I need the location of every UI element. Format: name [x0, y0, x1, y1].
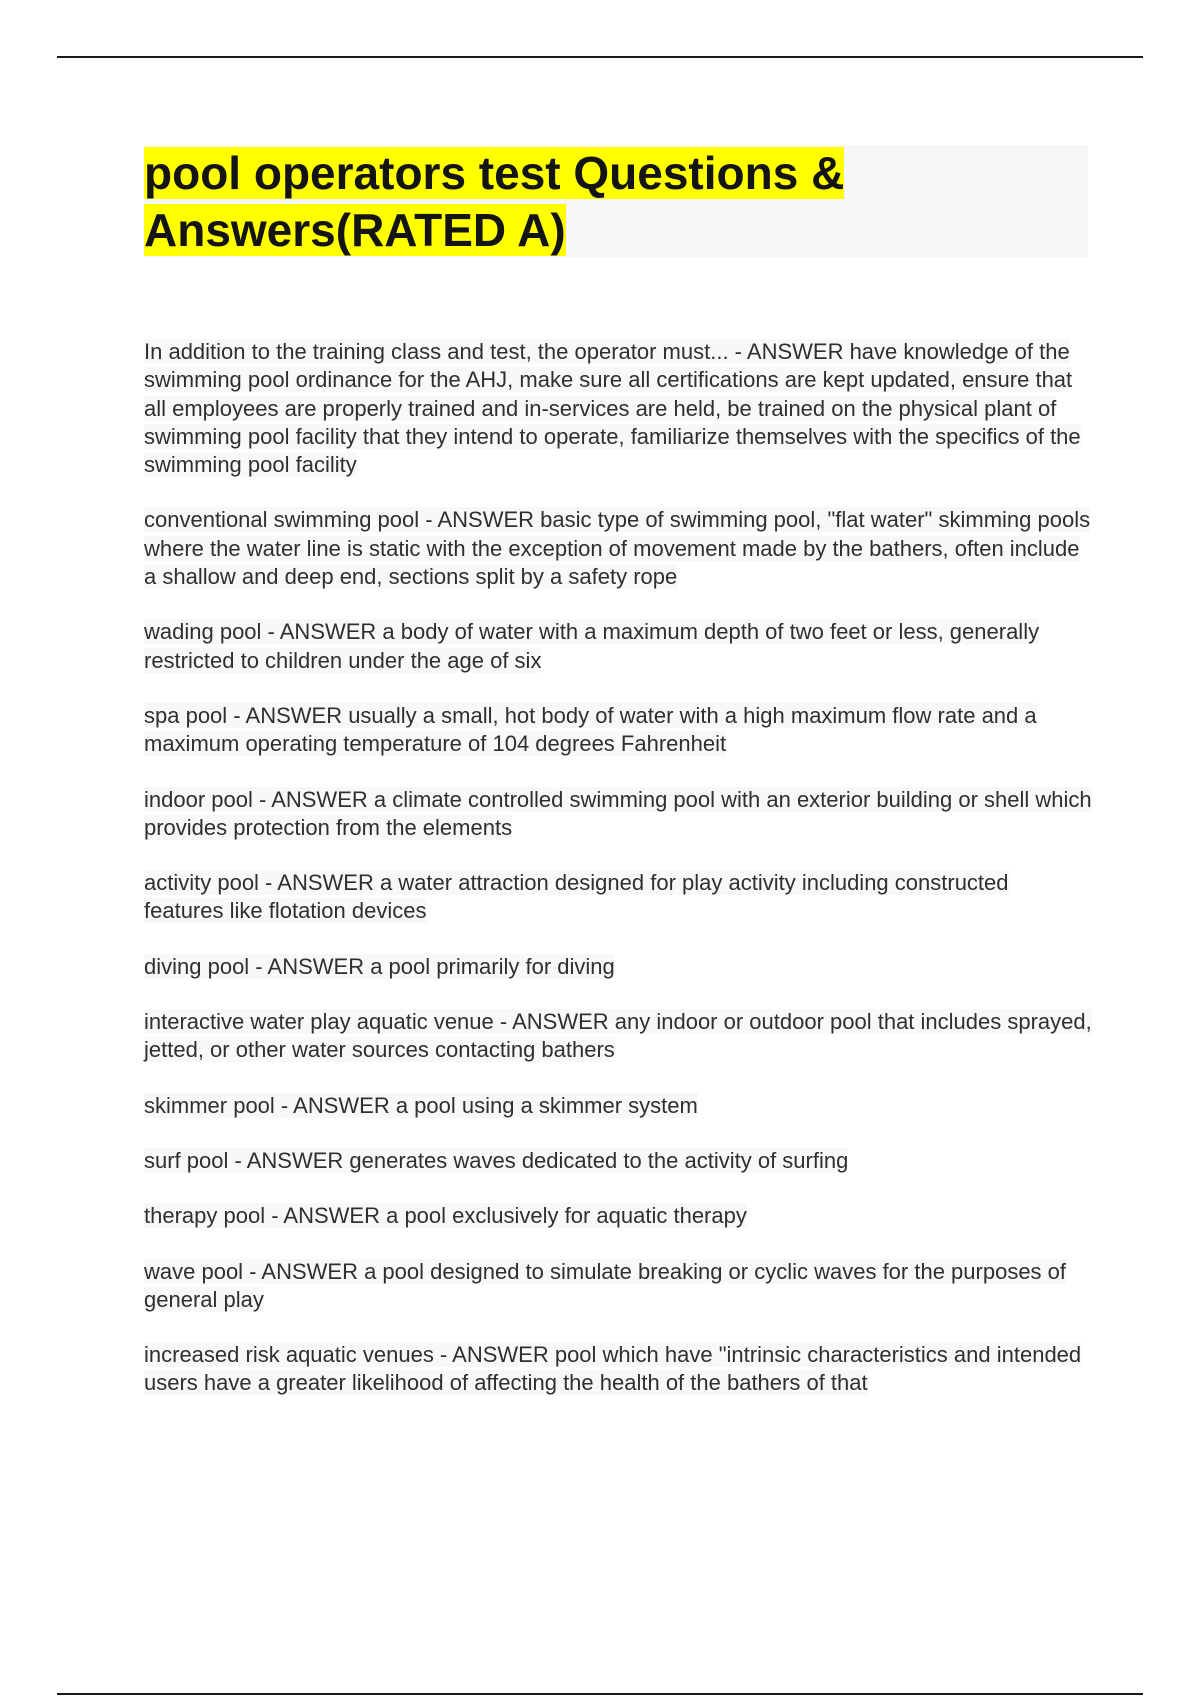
- title-highlight: pool operators test Questions & Answers(RATED A): [144, 147, 845, 256]
- qa-entry: [144, 1092, 1094, 1120]
- qa-entry-text: activity pool - ANSWER a water attraction designed for play activity including constructed features like flotation devices: [144, 870, 1009, 924]
- qa-entry: [144, 869, 1094, 926]
- qa-entry: [144, 618, 1094, 675]
- qa-entry: [144, 506, 1094, 591]
- qa-entry: [144, 1341, 1094, 1398]
- qa-entry: [144, 1258, 1094, 1315]
- title-block: [144, 145, 1088, 257]
- qa-entry-text: spa pool - ANSWER usually a small, hot body of water with a high maximum flow rate and a maximum operating temperature of 104 degrees Fahrenheit: [144, 702, 1037, 757]
- bottom-rule: [57, 1693, 1143, 1695]
- qa-entry-text: wading pool - ANSWER a body of water with a maximum depth of two feet or less, generally restricted to children under the age of six: [144, 619, 1040, 673]
- qa-entry-text: wave pool - ANSWER a pool designed to simulate breaking or cyclic waves for the purposes of general play: [144, 1258, 1067, 1312]
- qa-entry-text: increased risk aquatic venues - ANSWER pool which have "intrinsic characteristics and intended users have a greater likelihood of affecting the health of the bathers of that: [144, 1342, 1082, 1396]
- qa-entry-text: surf pool - ANSWER generates waves dedicated to the activity of surfing: [144, 1147, 849, 1173]
- qa-entry: [144, 1147, 1094, 1175]
- qa-entry: [144, 338, 1094, 479]
- qa-list: [144, 338, 1094, 1425]
- qa-entry-text: conventional swimming pool - ANSWER basic type of swimming pool, "flat water" skimming pools where the water line is static with the exception of movement made by the bathers, often include a shallow and deep end, sections split by a safety rope: [144, 507, 1091, 590]
- qa-entry-text: In addition to the training class and test, the operator must... - ANSWER have knowledge of the swimming pool ordinance for the AHJ, make sure all certifications are kept updated, ensure that all employees are properly trained and in-services are held, be trained on the physical plant of swimming pool facility that they intend to operate, familiarize themselves with the specifics of the swimming pool facility: [144, 339, 1081, 478]
- qa-entry-text: indoor pool - ANSWER a climate controlled swimming pool with an exterior building or shell which provides protection from the elements: [144, 786, 1092, 840]
- qa-entry-text: therapy pool - ANSWER a pool exclusively for aquatic therapy: [144, 1203, 747, 1229]
- qa-entry-text: diving pool - ANSWER a pool primarily for diving: [144, 953, 615, 979]
- document-title: [144, 145, 1088, 259]
- qa-entry: [144, 786, 1094, 843]
- qa-entry: [144, 702, 1094, 759]
- qa-entry-text: interactive water play aquatic venue - ANSWER any indoor or outdoor pool that includes sprayed, jetted, or other water sources contacting bathers: [144, 1009, 1092, 1063]
- qa-entry: [144, 1202, 1094, 1230]
- qa-entry-text: skimmer pool - ANSWER a pool using a skimmer system: [144, 1092, 698, 1118]
- top-rule: [57, 56, 1143, 58]
- qa-entry: [144, 953, 1094, 981]
- qa-entry: [144, 1008, 1094, 1065]
